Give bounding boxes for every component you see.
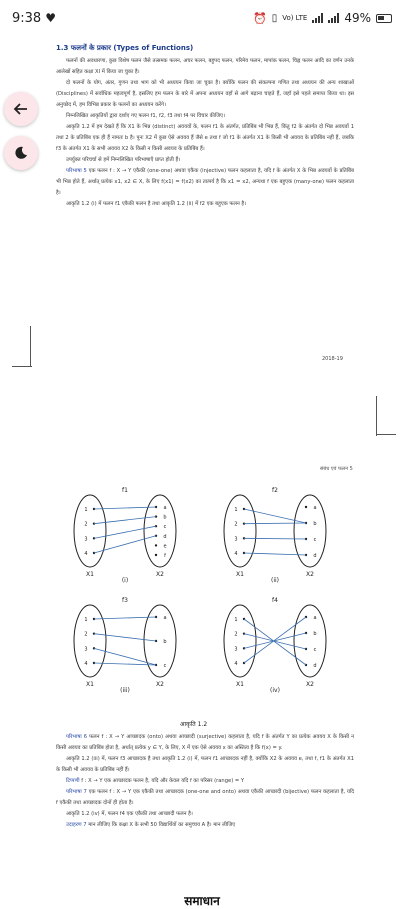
mapping-arrow xyxy=(244,634,306,649)
definition-5 xyxy=(56,166,354,199)
domain-label: 1 xyxy=(84,507,88,513)
domain-label: 3 xyxy=(234,646,238,653)
back-button[interactable] xyxy=(4,92,38,126)
date-stamp: 2018-19 xyxy=(322,356,343,362)
codomain-label: a xyxy=(163,615,167,621)
domain-ellipse xyxy=(224,605,256,677)
domain-label: 2 xyxy=(234,521,238,528)
codomain-set-label: X2 xyxy=(306,571,314,578)
codomain-point xyxy=(155,554,157,556)
paragraph: आकृति 1.2 में हम देखते हैं कि X1 के भिन्न (distinct) अवयवों के, फलन f1 के अंतर्गत, प्रतिबिंब भी भिन्न हैं, किंतु f2 के अंतर्गत दो भिन्न अवयवों 1 तथा 2 के प्रतिबिंब एक ही हैं नामतः b है। पुनः X2 में कुछ ऐसे अवयव हैं जैसे e तथा f जो f1 के अंतर्गत X1 के किसी भी अवयव के प्रतिबिंब नहीं हैं, जबकि f3 के अंतर्गत X1 के सभी अवयव X2 के किसी न किसी अवयव के प्रतिबिंब हैं। xyxy=(56,124,354,152)
vibrate-icon: ▯ xyxy=(271,12,278,24)
scan-mark xyxy=(12,366,32,367)
mapping-arrow xyxy=(244,619,306,665)
note-label: टिप्पणी xyxy=(66,778,80,784)
codomain-label: d xyxy=(163,533,167,540)
definition-label: परिभाषा 6 xyxy=(66,734,88,740)
mapping-arrow xyxy=(244,633,306,648)
mapping-arrow xyxy=(94,617,156,619)
domain-set-label: X1 xyxy=(86,571,94,578)
paragraph: आकृति 1.2 (i) में फलन f1 एकैकी फलन है तथा आकृति 1.2 (ii) में f2 एक बहुएक फलन है। xyxy=(66,201,247,207)
codomain-label: c xyxy=(313,537,317,543)
paragraph: निम्नलिखित आकृतियों द्वारा दर्शाए गए फलन f1, f2, f3 तथा f4 पर विचार कीजिए। xyxy=(66,113,225,119)
definition-7 xyxy=(56,787,354,809)
mapping-arrow xyxy=(94,526,156,538)
status-time: 9:38 xyxy=(12,10,42,26)
example-text: मान लीजिए कि कक्षा X के सभी 50 विद्यार्थियों का समुच्चय A है। मान लीजिए xyxy=(88,822,236,828)
domain-label: 1 xyxy=(84,617,88,623)
mapping-arrow xyxy=(94,507,156,509)
domain-label: 2 xyxy=(84,631,88,638)
domain-label: 3 xyxy=(84,646,88,653)
arrow-left-icon xyxy=(13,101,29,117)
night-mode-button[interactable] xyxy=(4,136,38,170)
codomain-set-label: X2 xyxy=(156,681,164,688)
figure-part-label: (ii) xyxy=(270,577,280,584)
paragraph: आकृति 1.2 (iii) में, फलन f3 आच्छादक है तथा आकृति 1.2 (i) में, फलन f1 आच्छादक नहीं है, क्योंकि X2 के अवयव e, तथा f, f1 के अंतर्गत X1 के किसी भी अवयव के प्रतिबिंब नहीं हैं। xyxy=(56,756,354,773)
scan-mark xyxy=(30,326,31,366)
paragraph: दो फलनों के योग, अंतर, गुणन तथा भाग को भी अध्ययन किया जा चुका है। क्योंकि फलन की संकल्पना गणित तथा अध्ययन की अन्य शाखाओं (Disciplines) में सर्वाधिक महत्वपूर्ण है, इसलिए हम फलन के बारे में अपना अध्ययन वहाँ से आगे बढ़ाना चाहते हैं, जहाँ इसे पहले समाप्त किया था। इस अनुच्छेद में, हम विभिन्न प्रकार के फलनों का अध्ययन करेंगे। xyxy=(56,80,354,108)
codomain-label: b xyxy=(163,514,167,521)
domain-set-label: X1 xyxy=(236,681,244,688)
paragraph: आकृति 1.2 (iv) में, फलन f4 एक एकैकी तथा आच्छादी फलन है। xyxy=(66,811,193,817)
definition-text: एक फलन f : X → Y एक एकैकी तथा आच्छादक (one-one and onto) अथवा एकैकी आच्छादी (bijective) फलन कहलाता है, यदि f एकैकी तथा आच्छादक दोनों ही होता है। xyxy=(56,789,354,806)
codomain-ellipse xyxy=(294,495,326,567)
domain-ellipse xyxy=(224,495,256,567)
function-label: f4 xyxy=(272,597,278,604)
definition-label: परिभाषा 5 xyxy=(66,168,87,174)
paragraph: उपर्युक्त परिचर्चा से हमें निम्नलिखित परिभाषाएँ प्राप्त होती हैं। xyxy=(66,157,181,163)
codomain-label: b xyxy=(163,639,167,645)
status-bar xyxy=(0,0,404,36)
function-label: f1 xyxy=(122,487,128,494)
codomain-point xyxy=(305,506,307,508)
domain-ellipse xyxy=(74,605,106,677)
figure-1-2 xyxy=(60,486,350,706)
codomain-label: a xyxy=(313,505,317,511)
text-block-bottom xyxy=(56,732,354,831)
battery-label: 49% xyxy=(344,11,371,25)
alarm-icon: ⏰ xyxy=(252,11,267,25)
scan-mark xyxy=(376,396,377,436)
domain-label: 3 xyxy=(84,536,88,543)
domain-label: 4 xyxy=(234,661,238,667)
example-label: उदाहरण 7 xyxy=(66,822,87,828)
domain-label: 4 xyxy=(234,551,238,557)
codomain-set-label: X2 xyxy=(306,681,314,688)
note xyxy=(56,776,354,787)
codomain-label: b xyxy=(313,631,317,637)
mapping-arrow xyxy=(94,517,156,524)
figure-part-label: (iii) xyxy=(120,687,130,694)
figure-part-label: (iv) xyxy=(270,687,280,694)
page-header: संबंध एवं फलन 5 xyxy=(320,466,353,472)
codomain-label: d xyxy=(313,553,317,559)
solution-title: समाधान xyxy=(184,894,220,908)
note-text: f : X → Y एक आच्छादक फलन है, यदि और केवल यदि f का परिसर (range) = Y xyxy=(81,778,245,784)
definition-text: फलन f : X → Y आच्छादक (onto) अथवा आच्छादी (surjective) कहलाता है, यदि f के अंतर्गत Y का प्रत्येक अवयव X के किसी न किसी अवयव का प्रतिबिंब होता है, अर्थात् प्रत्येक y ∈ Y, के लिए, X में एक ऐसे अवयव x का अस्तित्व है कि f(x) = y. xyxy=(56,734,354,751)
text-block-top xyxy=(56,56,354,210)
domain-label: 2 xyxy=(84,521,88,528)
mapping-arrow xyxy=(94,634,156,641)
definition-text: एक फलन f : X → Y एकैकी (one-one) अथवा एकैक (injective) फलन कहलाता है, यदि f के अंतर्गत X के भिन्न अवयवों के प्रतिबिंब भी भिन्न होते हैं, अर्थात् प्रत्येक x1, x2 ∈ X, के लिए f(x1) = f(x2) का तात्पर्य है कि x1 = x2, अन्यथा f एक बहुएक (many-one) फलन कहलाता है। xyxy=(56,168,354,196)
domain-label: 3 xyxy=(234,536,238,543)
codomain-label: c xyxy=(313,647,317,653)
function-label: f2 xyxy=(272,487,278,494)
codomain-label: a xyxy=(313,615,317,621)
example xyxy=(56,820,354,831)
domain-set-label: X1 xyxy=(86,681,94,688)
codomain-ellipse xyxy=(144,495,176,567)
domain-set-label: X1 xyxy=(236,571,244,578)
signal-icon-2 xyxy=(328,13,339,23)
domain-label: 1 xyxy=(234,617,238,623)
codomain-label: a xyxy=(163,505,167,511)
codomain-label: b xyxy=(313,521,317,527)
codomain-label: e xyxy=(163,543,167,550)
codomain-point xyxy=(155,544,157,546)
network-label: Vo) LTE xyxy=(282,14,308,22)
mapping-arrow xyxy=(244,617,306,663)
figure-title: आकृति 1.2 xyxy=(180,721,208,728)
definition-label: परिभाषा 7 xyxy=(66,789,87,795)
mapping-arrow xyxy=(94,663,156,665)
domain-label: 4 xyxy=(84,661,88,667)
mapping-arrow xyxy=(244,553,306,555)
domain-ellipse xyxy=(74,495,106,567)
function-label: f3 xyxy=(122,597,128,604)
battery-icon xyxy=(376,14,392,23)
heart-icon: ♥ xyxy=(45,11,56,25)
signal-icon xyxy=(312,13,323,23)
codomain-label: f xyxy=(164,553,166,559)
codomain-ellipse xyxy=(294,605,326,677)
domain-label: 4 xyxy=(84,551,88,557)
paragraph: फलनों की अवधारणा, कुछ विशेष फलन जैसे तत्समक फलन, अचर फलन, बहुपद फलन, परिमेय फलन, मापांक फलन, चिह्न फलन आदि का वर्णन उनके आलेखों सहित कक्षा XI में किया जा चुका है। xyxy=(56,58,354,75)
moon-icon xyxy=(14,146,28,160)
codomain-label: c xyxy=(163,524,167,531)
figure-part-label: (i) xyxy=(121,577,129,584)
mapping-arrow xyxy=(244,538,306,539)
section-title: 1.3 फलनों के प्रकार (Types of Functions) xyxy=(56,44,194,52)
codomain-label: c xyxy=(163,663,167,669)
domain-label: 2 xyxy=(234,631,238,638)
codomain-set-label: X2 xyxy=(156,571,164,578)
codomain-ellipse xyxy=(144,605,176,677)
document-page xyxy=(0,36,404,908)
codomain-label: d xyxy=(313,663,317,669)
definition-6 xyxy=(56,732,354,754)
mapping-arrow xyxy=(244,523,306,524)
scan-mark xyxy=(376,434,396,435)
domain-label: 1 xyxy=(234,507,238,513)
